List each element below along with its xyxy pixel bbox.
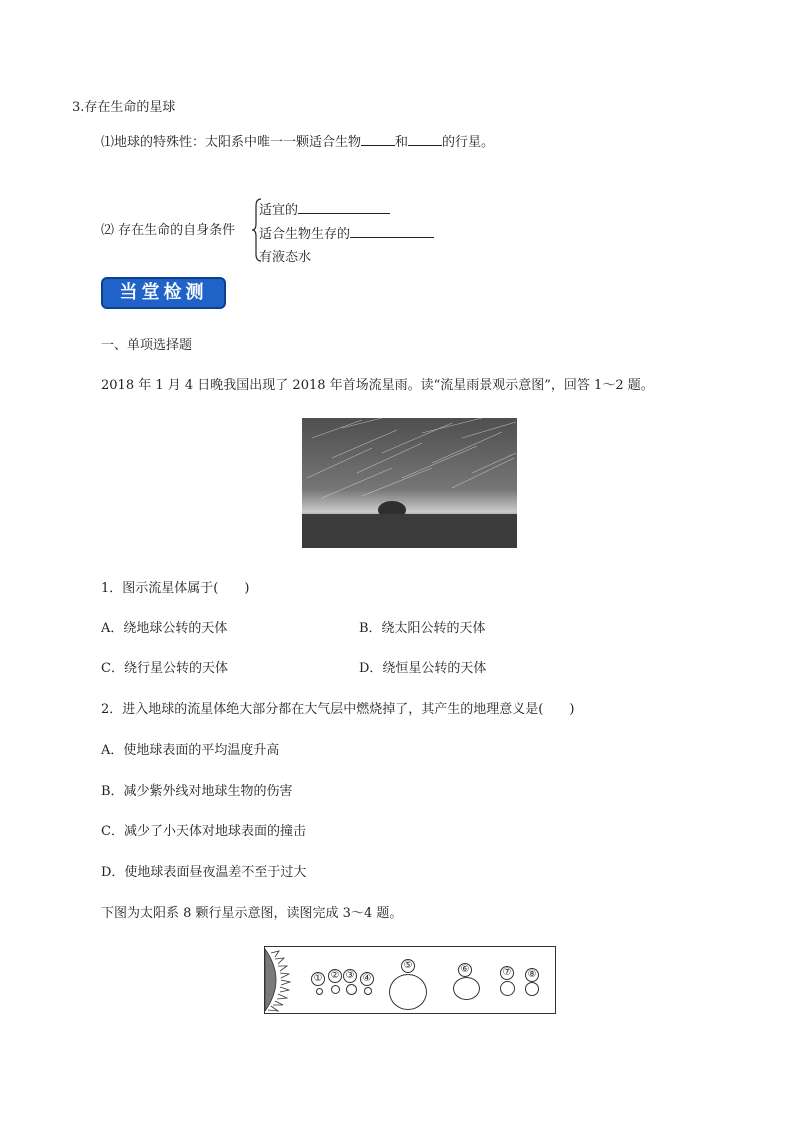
condition-2-text: 适合生物生存的 bbox=[259, 227, 351, 242]
planet-7-icon bbox=[500, 981, 515, 996]
question-2-stem: 2．进入地球的流星体绝大部分都在大气层中燃烧掉了，其产生的地理意义是( ) bbox=[101, 702, 575, 717]
blank-4 bbox=[350, 225, 434, 238]
q2-option-a: A．使地球表面的平均温度升高 bbox=[101, 743, 280, 758]
section-badge: 当堂检测 bbox=[101, 277, 226, 309]
q2-option-b: B．减少紫外线对地球生物的伤害 bbox=[101, 784, 293, 799]
sun-icon bbox=[265, 947, 299, 1013]
planet-2-label: ② bbox=[328, 969, 342, 983]
blank-1 bbox=[361, 133, 395, 146]
q1-option-a: A．绕地球公转的天体 bbox=[101, 621, 228, 636]
meteor-streaks-image bbox=[302, 418, 517, 548]
question-1-stem: 1．图示流星体属于( ) bbox=[101, 581, 250, 596]
planet-5-icon bbox=[389, 974, 427, 1010]
planet-4-icon bbox=[364, 987, 372, 995]
question-2-label: ⑵ 存在生命的自身条件 bbox=[101, 223, 236, 238]
part-heading: 一、单项选择题 bbox=[101, 338, 193, 353]
planet-8-icon bbox=[525, 982, 539, 996]
planet-3-icon bbox=[346, 984, 357, 995]
planet-8-label: ⑧ bbox=[525, 968, 539, 982]
planet-3-label: ③ bbox=[343, 969, 357, 983]
blank-3 bbox=[298, 201, 390, 214]
q1-mid: 和 bbox=[395, 135, 409, 150]
planet-1-label: ① bbox=[311, 972, 325, 986]
condition-1-text: 适宜的 bbox=[259, 203, 299, 218]
q1-option-b: B．绕太阳公转的天体 bbox=[359, 621, 486, 636]
q2-option-c: C．减少了小天体对地球表面的撞击 bbox=[101, 824, 306, 839]
intro-text-1: 2018 年 1 月 4 日晚我国出现了 2018 年首场流星雨。读“流星雨景观示意图”，回答 1～2 题。 bbox=[101, 378, 654, 393]
question-1-line bbox=[101, 131, 494, 150]
planet-2-icon bbox=[331, 985, 340, 994]
planet-6-icon bbox=[453, 977, 480, 1000]
meteor-shower-photo bbox=[302, 418, 517, 548]
planet-5-label: ⑤ bbox=[401, 959, 415, 973]
condition-1 bbox=[259, 199, 390, 218]
condition-2 bbox=[259, 223, 434, 242]
q1-prefix: ⑴地球的特殊性：太阳系中唯一一颗适合生物 bbox=[101, 135, 362, 150]
planet-6-label: ⑥ bbox=[458, 963, 472, 977]
blank-2 bbox=[408, 133, 442, 146]
solar-system-diagram bbox=[264, 946, 556, 1014]
q2-option-d: D．使地球表面昼夜温差不至于过大 bbox=[101, 865, 307, 880]
planet-4-label: ④ bbox=[360, 972, 374, 986]
section-title: 3.存在生命的星球 bbox=[72, 100, 176, 115]
q1-option-c: C．绕行星公转的天体 bbox=[101, 661, 228, 676]
condition-3: 有液态水 bbox=[259, 250, 312, 265]
intro-text-2: 下图为太阳系 8 颗行星示意图，读图完成 3～4 题。 bbox=[101, 906, 403, 921]
planet-1-icon bbox=[316, 988, 323, 995]
q1-option-d: D．绕恒星公转的天体 bbox=[359, 661, 487, 676]
planet-7-label: ⑦ bbox=[500, 966, 514, 980]
q1-suffix: 的行星。 bbox=[442, 135, 495, 150]
